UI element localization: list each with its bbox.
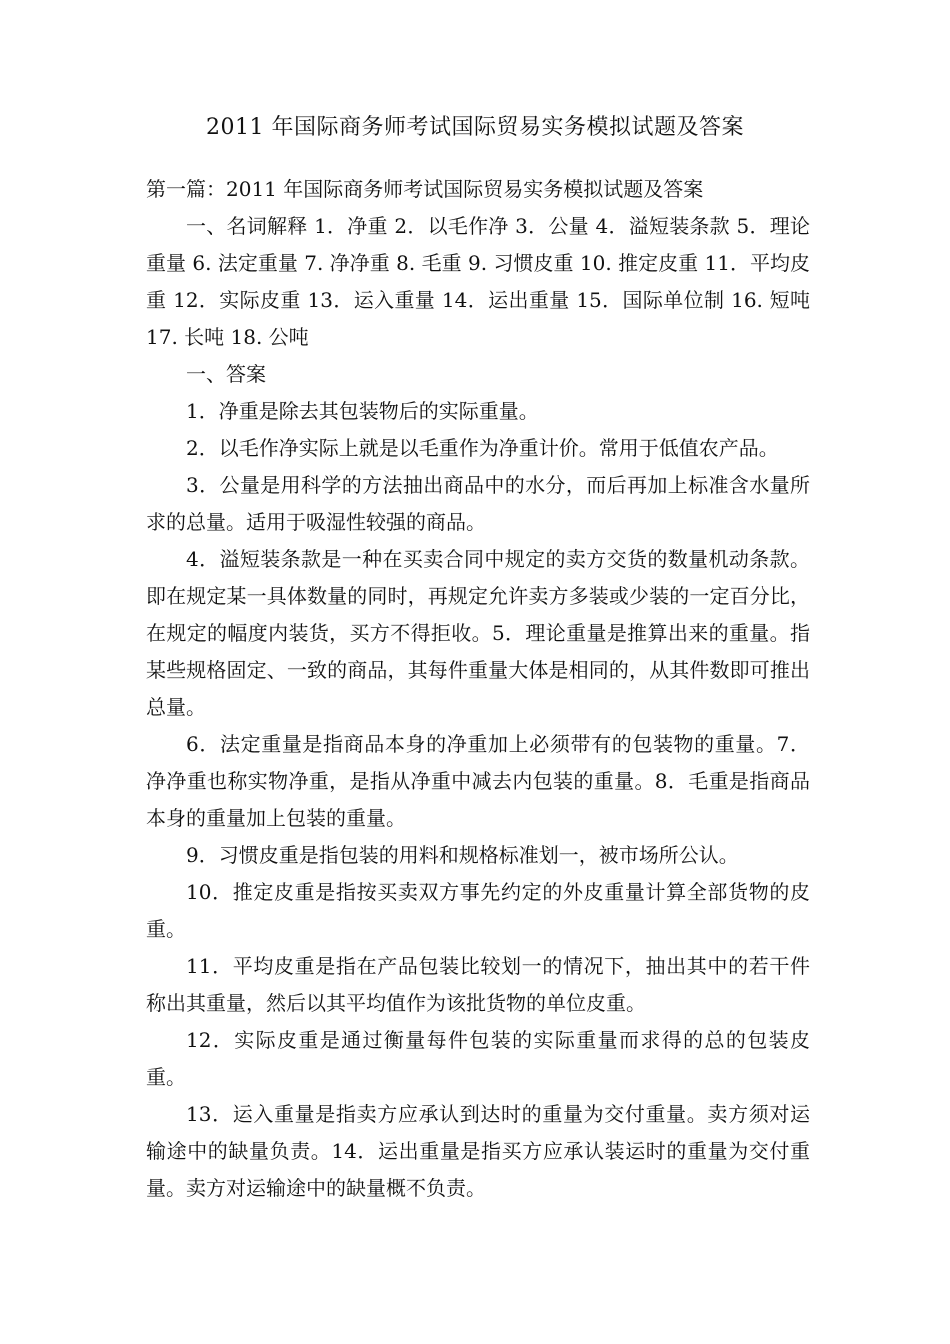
paragraph-answer-2: 2．以毛作净实际上就是以毛重作为净重计价。常用于低值农产品。 xyxy=(186,436,779,460)
paragraph-answer-4-5: 4．溢短装条款是一种在买卖合同中规定的卖方交货的数量机动条款。即在规定某一具体数量的同时，再规定允许卖方多装或少装的一定百分比，在规定的幅度内装货，买方不得拒收。5．理论重量是推算出来的重量。指某些规格固定、一致的商品，其每件重量大体是相同的，从其件数即可推出总量。 xyxy=(146,547,810,719)
paragraph-answer-9: 9．习惯皮重是指包装的用料和规格标准划一，被市场所公认。 xyxy=(186,843,739,867)
paragraph-answer-1: 1．净重是除去其包装物后的实际重量。 xyxy=(186,399,539,423)
paragraph-answers-heading: 一、答案 xyxy=(186,362,266,386)
paragraph-answer-6-8: 6．法定重量是指商品本身的净重加上必须带有的包装物的重量。7．净净重也称实物净重，是指从净重中减去内包装的重量。8．毛重是指商品本身的重量加上包装的重量。 xyxy=(146,732,810,830)
document-subtitle: 第一篇：2011 年国际商务师考试国际贸易实务模拟试题及答案 xyxy=(146,177,704,201)
document-title: 2011 年国际商务师考试国际贸易实务模拟试题及答案 xyxy=(206,115,744,140)
paragraph-answer-13-14: 13．运入重量是指卖方应承认到达时的重量为交付重量。卖方须对运输途中的缺量负责。14．运出重量是指买方应承认装运时的重量为交付重量。卖方对运输途中的缺量概不负责。 xyxy=(146,1102,810,1200)
paragraph-terms: 一、名词解释 1．净重 2．以毛作净 3．公量 4．溢短装条款 5．理论重量 6. 法定重量 7. 净净重 8. 毛重 9. 习惯皮重 10. 推定皮重 11．平均皮重 12．实际皮重 13．运入重量 14．运出重量 15．国际单位制 16. 短吨 17. 长吨 18. 公吨 xyxy=(146,214,810,349)
document-body xyxy=(146,208,810,1207)
paragraph-answer-3: 3．公量是用科学的方法抽出商品中的水分，而后再加上标准含水量所求的总量。适用于吸湿性较强的商品。 xyxy=(146,473,810,534)
paragraph-answer-12: 12．实际皮重是通过衡量每件包装的实际重量而求得的总的包装皮重。 xyxy=(146,1028,810,1089)
paragraph-answer-11: 11．平均皮重是指在产品包装比较划一的情况下，抽出其中的若干件称出其重量，然后以其平均值作为该批货物的单位皮重。 xyxy=(146,954,810,1015)
paragraph-answer-10: 10．推定皮重是指按买卖双方事先约定的外皮重量计算全部货物的皮重。 xyxy=(146,880,810,941)
